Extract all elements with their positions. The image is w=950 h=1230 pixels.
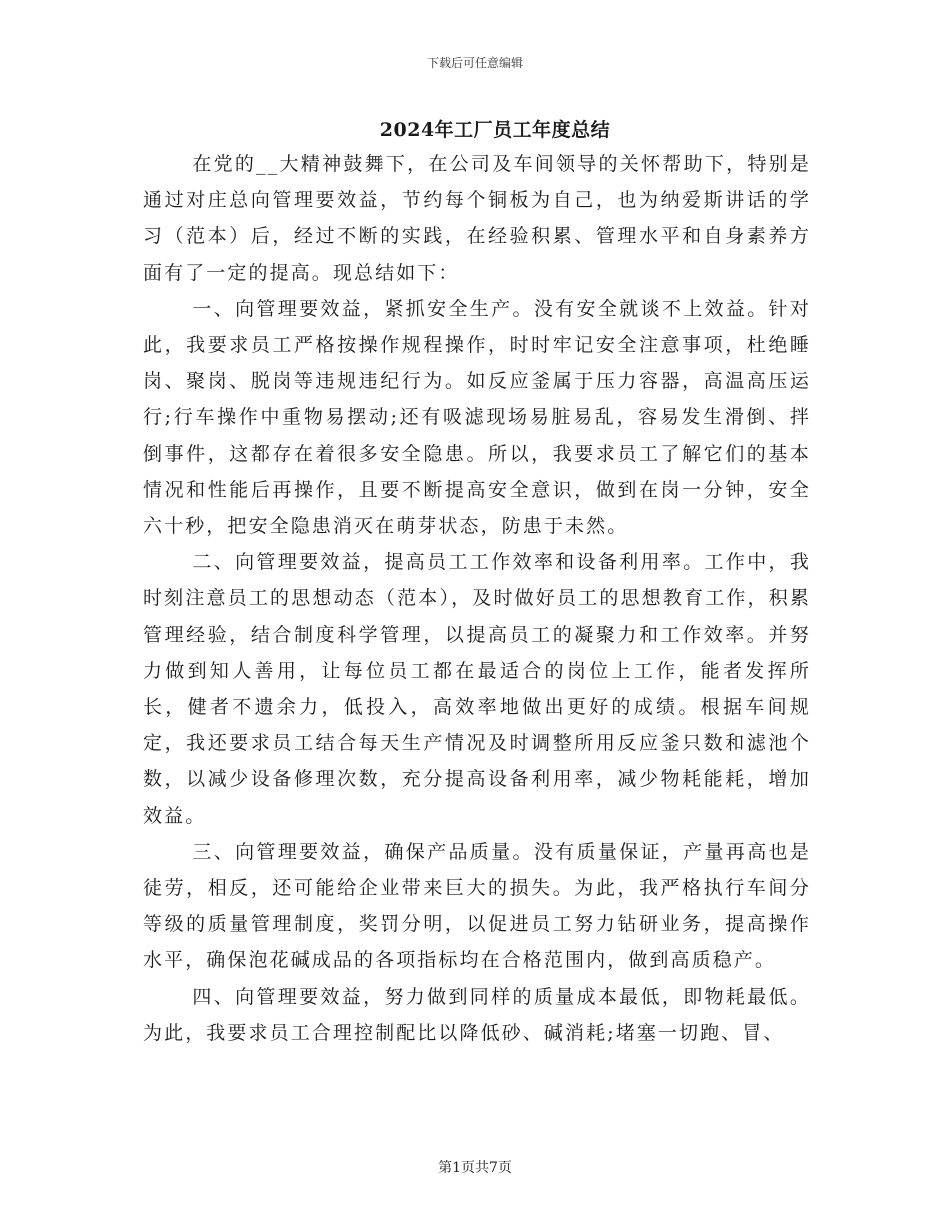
paragraph-intro: 在党的__大精神鼓舞下，在公司及车间领导的关怀帮助下，特别是通过对庄总向管理要效益，节约每个铜板为自己，也为纳爱斯讲话的学习（范本）后，经过不断的实践，在经验积累、管理水平和自身素养方面有了一定的提高。现总结如下： (143, 153, 811, 284)
page-footer: 第1页共7页 (438, 1160, 512, 1176)
paragraph-quality: 三、向管理要效益，确保产品质量。没有质量保证，产量再高也是徒劳，相反，还可能给企业带来巨大的损失。为此，我严格执行车间分等级的质量管理制度，奖罚分明，以促进员工努力钻研业务，提高操作水平，确保泡花碱成品的各项指标均在合格范围内，做到高质稳产。 (143, 840, 811, 972)
paragraph-safety: 一、向管理要效益，紧抓安全生产。没有安全就谈不上效益。针对此，我要求员工严格按操作规程操作，时时牢记安全注意事项，杜绝睡岗、聚岗、脱岗等违规违纪行为。如反应釜属于压力容器，高温高压运行;行车操作中重物易摆动;还有吸滤现场易脏易乱，容易发生滑倒、拌倒事件，这都存在着很多安全隐患。所以，我要求员工了解它们的基本情况和性能后再操作，且要不断提高安全意识，做到在岗一分钟，安全六十秒，把安全隐患消灭在萌芽状态，防患于未然。 (143, 297, 811, 538)
header-note: 下载后可任意编辑 (426, 56, 523, 70)
paragraph-cost: 四、向管理要效益，努力做到同样的质量成本最低，即物耗最低。为此，我要求员工合理控制配比以降低砂、碱消耗;堵塞一切跑、冒、 (143, 985, 811, 1044)
document-body (143, 146, 811, 1051)
document-title: 2024年工厂员工年度总结 (379, 119, 611, 141)
paragraph-efficiency: 二、向管理要效益，提高员工工作效率和设备利用率。工作中，我时刻注意员工的思想动态（范本），及时做好员工的思想教育工作，积累管理经验，结合制度科学管理，以提高员工的凝聚力和工作效率。并努力做到知人善用，让每位员工都在最适合的岗位上工作，能者发挥所长，健者不遗余力，低投入，高效率地做出更好的成绩。根据车间规定，我还要求员工结合每天生产情况及时调整所用反应釜只数和滤池个数，以减少设备修理次数，充分提高设备利用率，减少物耗能耗，增加效益。 (143, 551, 811, 827)
